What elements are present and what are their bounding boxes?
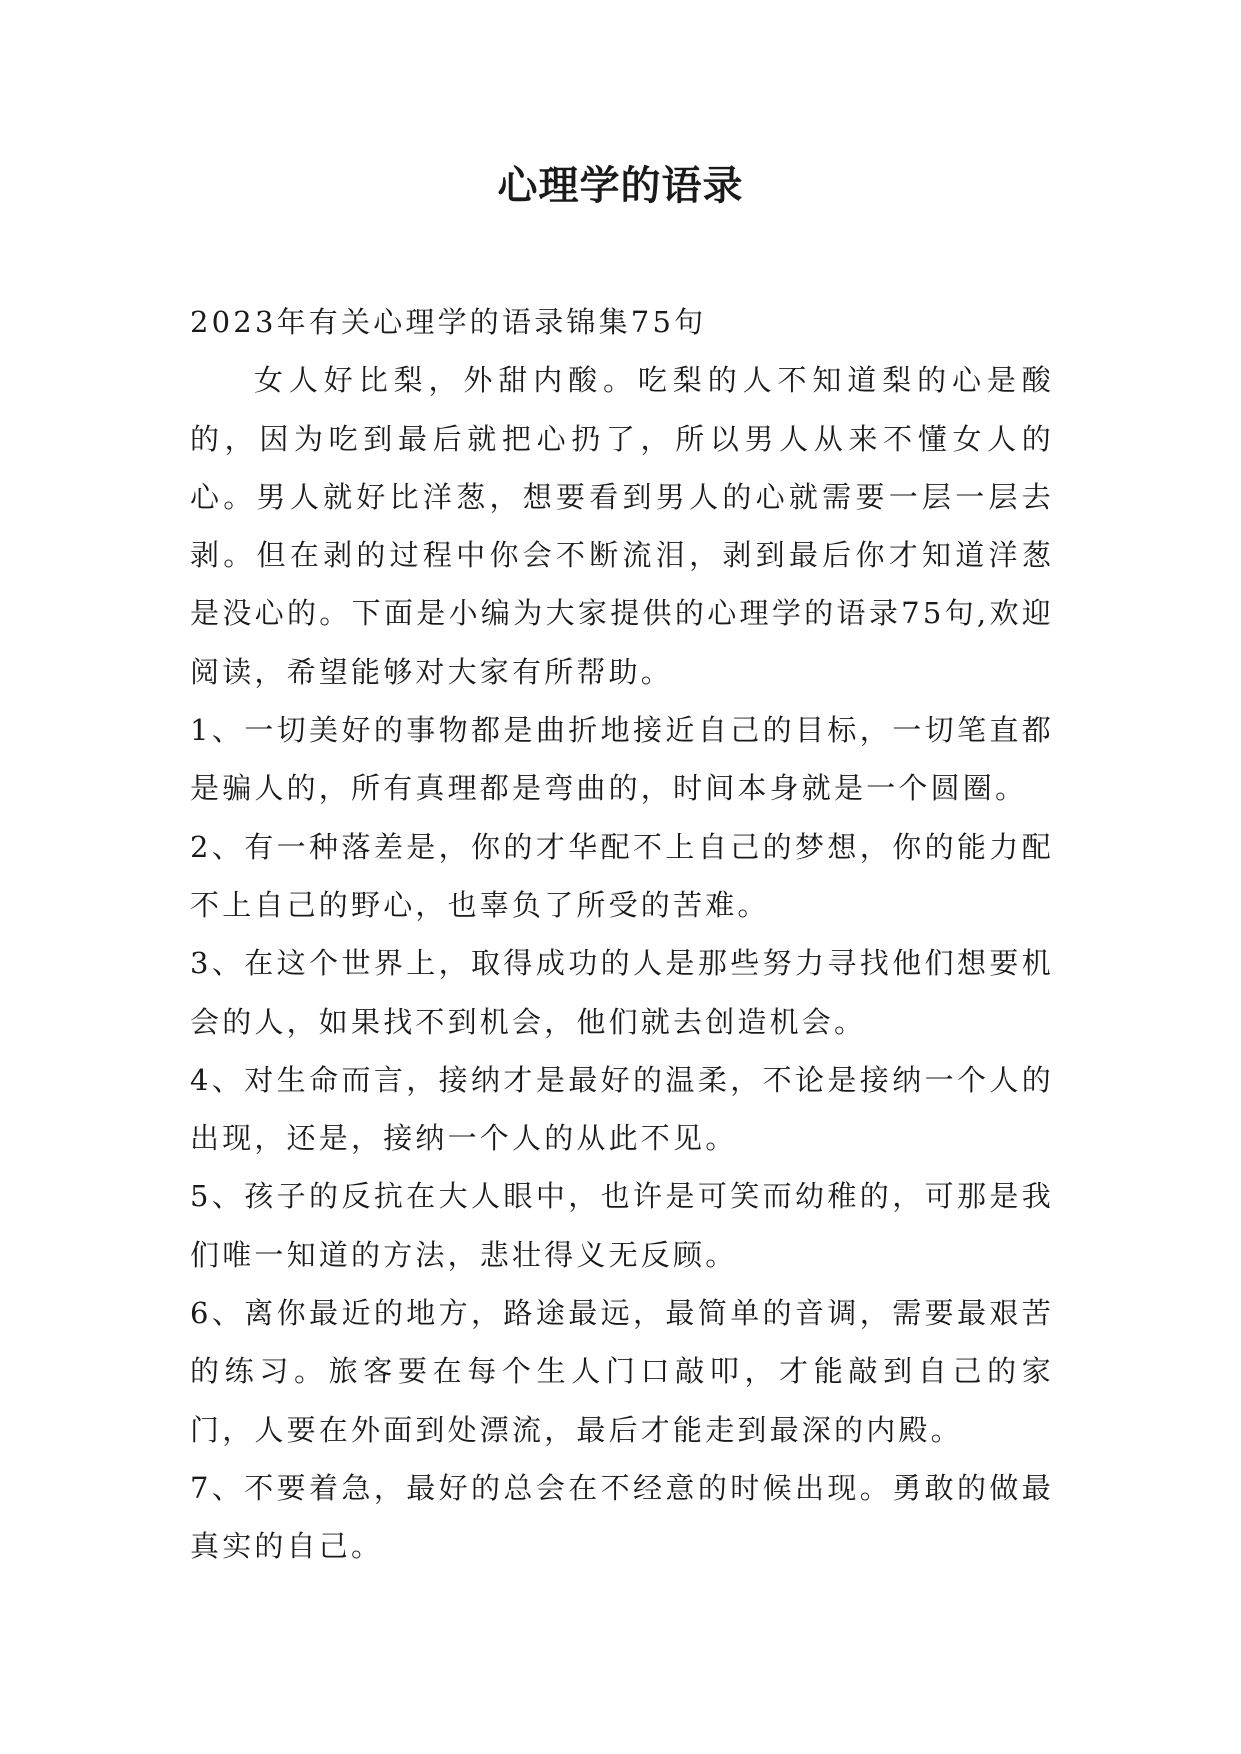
quote-item-4: 4、对生命而言，接纳才是最好的温柔，不论是接纳一个人的出现，还是，接纳一个人的从此不见。 <box>190 1062 1054 1156</box>
quote-item-6: 6、离你最近的地方，路途最远，最简单的音调，需要最艰苦的练习。旅客要在每个生人门口敲叩，才能敲到自己的家门，人要在外面到处漂流，最后才能走到最深的内殿。 <box>190 1296 1054 1447</box>
quote-item-2: 2、有一种落差是，你的才华配不上自己的梦想，你的能力配不上自己的野心，也辜负了所受的苦难。 <box>190 829 1054 922</box>
intro-paragraph: 女人好比梨，外甜内酸。吃梨的人不知道梨的心是酸的，因为吃到最后就把心扔了，所以男人从来不懂女人的心。男人就好比洋葱，想要看到男人的心就需要一层一层去剥。但在剥的过程中你会不断流泪，剥到最后你才知道洋葱是没心的。下面是小编为大家提供的心理学的语录75句,欢迎阅读，希望能够对大家有所帮助。 <box>190 363 1054 689</box>
document-subtitle: 2023年有关心理学的语录锦集75句 <box>190 305 707 339</box>
document-body <box>190 293 1054 1576</box>
quote-item-7: 7、不要着急，最好的总会在不经意的时候出现。勇敢的做最真实的自己。 <box>190 1470 1054 1564</box>
quote-item-5: 5、孩子的反抗在大人眼中，也许是可笑而幼稚的，可那是我们唯一知道的方法，悲壮得义无反顾。 <box>190 1179 1054 1272</box>
quote-item-1: 1、一切美好的事物都是曲折地接近自己的目标，一切笔直都是骗人的，所有真理都是弯曲的，时间本身就是一个圆圈。 <box>190 713 1054 806</box>
document-title: 心理学的语录 <box>497 162 744 209</box>
quote-item-3: 3、在这个世界上，取得成功的人是那些努力寻找他们想要机会的人，如果找不到机会，他们就去创造机会。 <box>190 946 1054 1039</box>
